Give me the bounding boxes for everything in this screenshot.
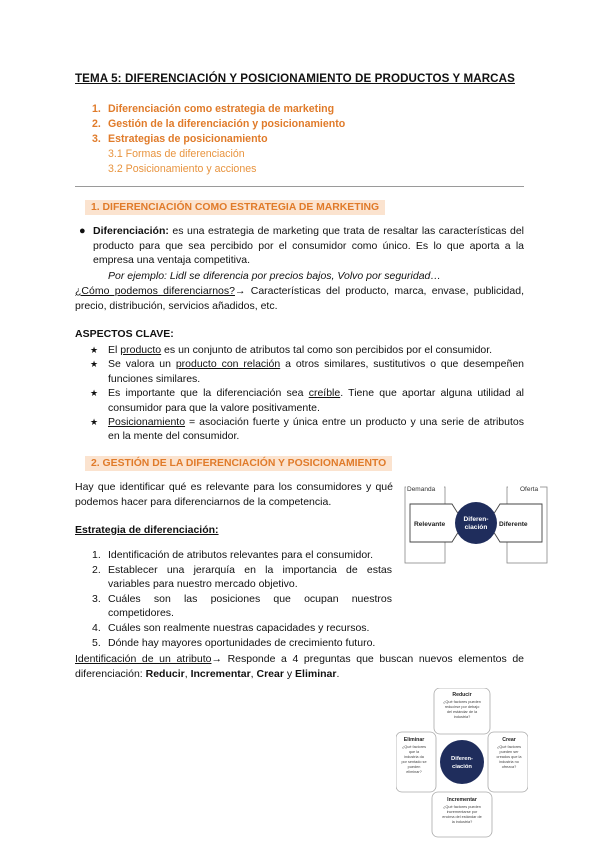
- list-item: 1. Identificación de atributos relevantes para el consumidor.: [92, 549, 373, 561]
- relevante-label: Relevante: [414, 521, 446, 528]
- star-icon: ★: [90, 417, 99, 428]
- bullet-icon: ●: [79, 225, 86, 237]
- svg-text:por sentado se: por sentado se: [401, 760, 427, 764]
- section-heading: 2. GESTIÓN DE LA DIFERENCIACIÓN Y POSICIONAMIENTO: [85, 456, 392, 471]
- list-item: 3. Cuáles son las posiciones que ocupan nuestros competidores.: [92, 592, 392, 620]
- eliminar-title: Eliminar: [403, 737, 425, 743]
- strategy-heading: Estrategia de diferenciación:: [75, 524, 219, 536]
- svg-text:industria da: industria da: [404, 755, 424, 759]
- svg-text:del estándar de la: del estándar de la: [446, 710, 478, 714]
- list-item: ★ El producto es un conjunto de atributos tal como son percibidos por el consumidor.: [90, 344, 493, 356]
- toc-subitem: 3.1 Formas de diferenciación: [108, 148, 245, 160]
- svg-text:Diferen-: Diferen-: [451, 756, 473, 762]
- svg-text:¿Qué factores pueden: ¿Qué factores pueden: [443, 700, 481, 704]
- svg-text:reducirse por debajo: reducirse por debajo: [444, 705, 480, 709]
- oferta-label: Oferta: [520, 486, 539, 493]
- crear-title: Crear: [502, 737, 516, 743]
- svg-text:eliminar?: eliminar?: [406, 770, 422, 774]
- list-item: ★ Se valora un producto con relación a otros similares, sustitutivos o que desempeñen funciones similares.: [90, 358, 524, 385]
- divider: [75, 186, 524, 187]
- list-item: 2. Establecer una jerarquía en la importancia de estas variables para nuestro mercado objetivo.: [92, 563, 392, 591]
- incrementar-title: Incrementar: [447, 797, 477, 803]
- intro-paragraph: Hay que identificar qué es relevante para los consumidores y qué podemos hacer para diferenciarnos de la competencia.: [75, 481, 393, 508]
- attribute-paragraph: Identificación de un atributo→ Responde a 4 preguntas que buscan nuevos elementos de diferenciación: Reducir, Incrementar, Crear y Eliminar.: [75, 653, 525, 680]
- svg-text:industria?: industria?: [453, 715, 471, 719]
- table-of-contents: [92, 102, 345, 177]
- svg-text:creados que la: creados que la: [496, 755, 522, 759]
- svg-text:que la: que la: [408, 750, 420, 754]
- svg-text:encima del estándar de: encima del estándar de: [442, 815, 482, 819]
- toc-item: 3. Estrategias de posicionamiento: [92, 133, 268, 145]
- toc-item: 1. Diferenciación como estrategia de marketing: [92, 103, 335, 115]
- svg-text:ciación: ciación: [464, 524, 488, 531]
- strategy-steps: [92, 548, 392, 650]
- star-icon: ★: [90, 345, 99, 355]
- diferente-label: Diferente: [499, 521, 528, 528]
- svg-text:ofrezca?: ofrezca?: [501, 765, 517, 769]
- list-item: ★ Es importante que la diferenciación sea creíble. Tiene que aportar alguna utilidad al consumidor para que la valore positivamente.: [90, 387, 525, 414]
- list-item: 4. Cuáles son realmente nuestras capacidades y recursos.: [92, 621, 370, 634]
- aspects-heading: ASPECTOS CLAVE:: [75, 328, 174, 340]
- svg-text:¿Qué factores pueden: ¿Qué factores pueden: [443, 805, 481, 809]
- svg-text:¿Qué factores: ¿Qué factores: [496, 745, 522, 749]
- svg-text:ciación: ciación: [452, 764, 472, 770]
- section-heading: 1. DIFERENCIACIÓN COMO ESTRATEGIA DE MARKETING: [85, 200, 385, 215]
- toc-item: 2. Gestión de la diferenciación y posicionamiento: [92, 118, 346, 130]
- reducir-title: Reducir: [452, 692, 472, 698]
- example-text: Por ejemplo: Lidl se diferencia por precios bajos, Volvo por seguridad…: [108, 270, 441, 282]
- list-item: 5. Dónde hay mayores oportunidades de crecimiento futuro.: [92, 636, 376, 649]
- svg-text:pueden ser: pueden ser: [499, 750, 519, 754]
- star-icon: ★: [90, 388, 99, 399]
- svg-text:¿Qué factores: ¿Qué factores: [401, 745, 427, 749]
- demanda-label: Demanda: [407, 486, 436, 493]
- aspects-list: [90, 343, 525, 444]
- toc-subitem: 3.2 Posicionamiento y acciones: [108, 163, 257, 175]
- page-title: TEMA 5: DIFERENCIACIÓN Y POSICIONAMIENTO DE PRODUCTOS Y MARCAS: [75, 72, 515, 85]
- list-item: ★ Posicionamiento = asociación fuerte y única entre un producto y una serie de atributos en la mente del consumidor.: [90, 416, 524, 443]
- svg-text:la industria?: la industria?: [451, 820, 473, 824]
- svg-text:incrementarse por: incrementarse por: [446, 810, 478, 814]
- question-paragraph: ¿Cómo podemos diferenciarnos?→ Características del producto, marca, envase, publicidad, precio, distribución, servicios añadidos, etc.: [75, 285, 524, 312]
- diferenciacion-circle: [455, 502, 497, 544]
- svg-text:pueden: pueden: [407, 765, 421, 769]
- definition-paragraph: ● Diferenciación: es una estrategia de marketing que trata de resaltar las características del producto para que sea percibido por el consumidor como único. Es lo que aporta a la empresa una ventaja competitiva.: [79, 225, 524, 267]
- star-icon: ★: [90, 359, 99, 370]
- svg-text:Diferen-: Diferen-: [463, 516, 489, 523]
- differentiation-diagram: [404, 484, 548, 566]
- svg-text:industria no: industria no: [499, 760, 519, 764]
- four-actions-diagram: [396, 688, 528, 838]
- diferenciacion-circle: [440, 740, 484, 784]
